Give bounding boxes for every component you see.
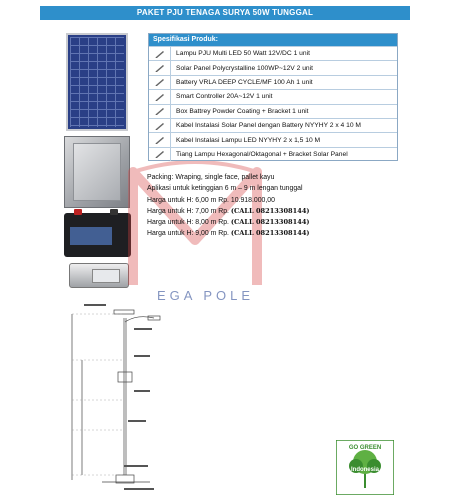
spec-item-text: Lampu PJU Multi LED 50 Watt 12V/DC 1 unit: [176, 50, 310, 58]
spec-item-text: Box Battrey Powder Coating + Bracket 1 unit: [176, 107, 309, 115]
spec-item-text: Smart Controller 20A~12V 1 unit: [176, 93, 273, 101]
led-lamp-photo: [69, 263, 129, 288]
spec-row: [149, 118, 397, 132]
spec-item-text: Kabel Instalasi Lampu LED NYYHY 2 x 1,5 10 M: [176, 136, 321, 144]
price-line: Harga untuk H: 7,00 m Rp. (CALL 08213308144): [147, 206, 310, 215]
pencil-icon: [149, 133, 171, 146]
pencil-icon: [149, 76, 171, 89]
battery-box-photo: [64, 136, 130, 208]
pencil-icon: [149, 148, 171, 161]
watermark-text: EGA POLE: [157, 288, 255, 303]
spec-table: [148, 33, 398, 161]
packing-text: Packing: Wraping, single face, pallet kayu: [147, 174, 275, 181]
pencil-icon: [149, 61, 171, 74]
logo-middle-text: Indonesia: [350, 467, 380, 473]
pencil-icon: [149, 90, 171, 103]
page-title: PAKET PJU TENAGA SURYA 50W TUNGGAL: [40, 6, 410, 20]
spec-item-text: Kabel Instalasi Solar Panel dengan Battery NYYHY 2 x 4 10 M: [176, 122, 362, 130]
price-line: Harga untuk H: 6,00 m Rp. 10.918.000,00: [147, 196, 275, 204]
application-text: Aplikasi untuk ketinggian 6 m – 9 m lengan tunggal: [147, 185, 303, 193]
spec-row: [149, 132, 397, 146]
pencil-icon: [149, 119, 171, 132]
pencil-icon: [149, 105, 171, 118]
go-green-logo: [336, 440, 394, 495]
pole-technical-drawing: [62, 300, 172, 495]
spec-item-text: Tiang Lampu Hexagonal/Oktagonal + Bracket Solar Panel: [176, 150, 348, 158]
spec-row: [149, 75, 397, 89]
spec-row: [149, 104, 397, 118]
spec-row: [149, 46, 397, 60]
spec-row: [149, 89, 397, 103]
spec-row: [149, 147, 397, 161]
spec-row: [149, 60, 397, 74]
logo-top-text: GO GREEN: [348, 445, 382, 451]
info-block: [147, 172, 310, 240]
price-line: Harga untuk H: 8,00 m Rp. (CALL 08213308144): [147, 218, 310, 227]
spec-item-text: Battery VRLA DEEP CYCLE/MF 100 Ah 1 unit: [176, 78, 313, 86]
pencil-icon: [149, 47, 171, 60]
price-line: Harga untuk H: 9,00 m Rp. (CALL 08213308144): [147, 229, 310, 238]
solar-panel-photo: [66, 33, 128, 131]
spec-item-text: Solar Panel Polycrystalline 100WP~12V 2 unit: [176, 64, 313, 72]
battery-photo: [64, 213, 131, 257]
spec-header: Spesifikasi Produk:: [149, 34, 397, 46]
